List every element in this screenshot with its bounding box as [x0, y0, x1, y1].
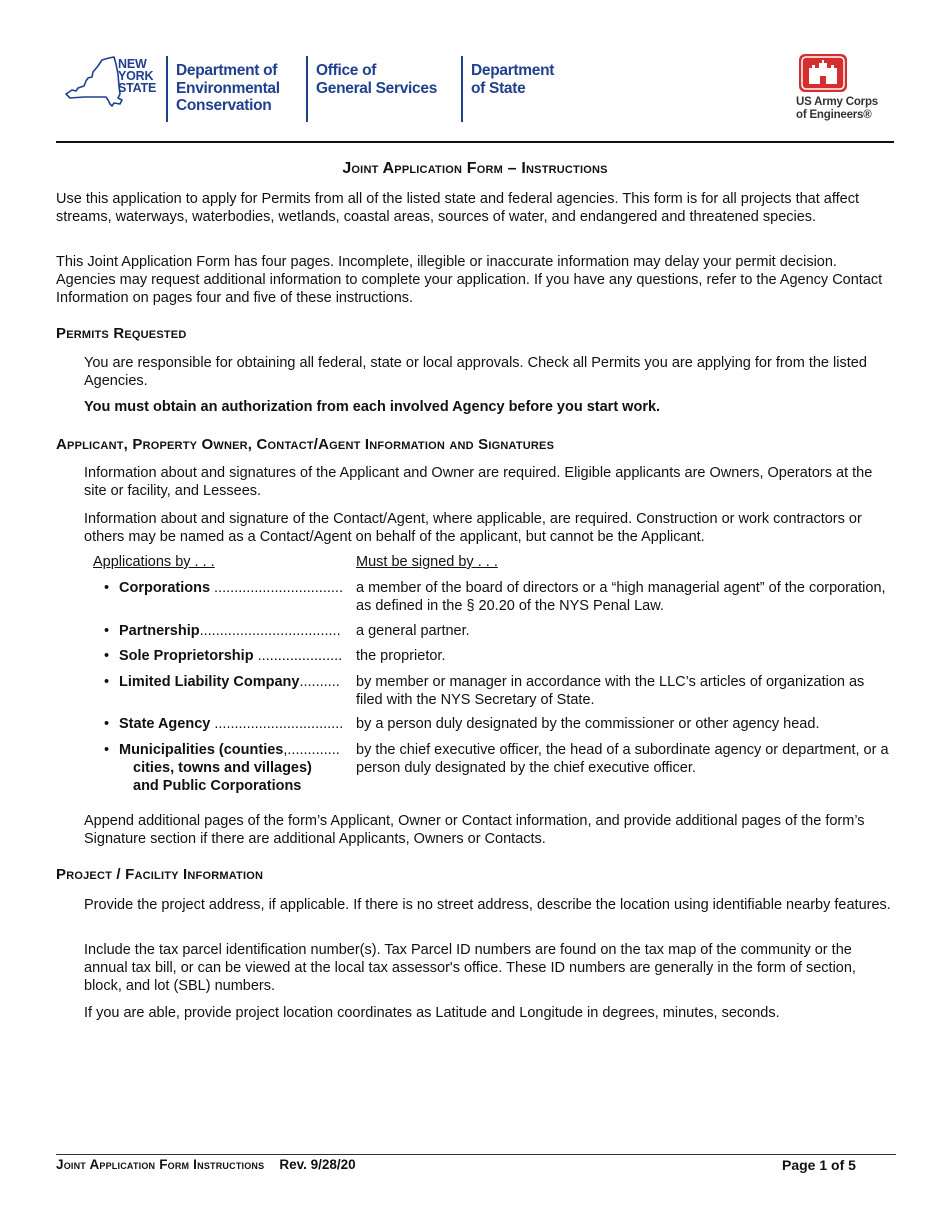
agency-line: Department of	[176, 62, 278, 79]
intro-paragraph: This Joint Application Form has four pages. Incomplete, illegible or inaccurate information may delay your permit decision. Agencies may request additional information to complete your application. If you have any questions, refer to the Agency Contact Information on pages four and five of these instructions.	[56, 254, 883, 306]
agency-header	[56, 48, 894, 138]
section-heading-applicant: Applicant, Property Owner, Contact/Agent Information and Signatures	[56, 436, 555, 453]
intro-paragraph: Use this application to apply for Permits from all of the listed state and federal agencies. This form is for all projects that affect streams, waterways, waterbodies, wetlands, coastal areas, sources of water, and endangered and threatened species.	[56, 191, 859, 225]
section-heading-project: Project / Facility Information	[56, 866, 264, 883]
bullet-icon: •	[104, 580, 110, 596]
usace-castle-icon	[799, 54, 847, 92]
header-rule	[56, 141, 894, 143]
agency-line: of State	[471, 79, 526, 97]
header-divider	[166, 56, 168, 122]
wordmark-line: US Army Corps	[796, 96, 878, 108]
agency-line: General Services	[316, 79, 438, 97]
applicant-type-continued: cities, towns and villages)	[133, 760, 312, 776]
footer-form-title	[56, 1157, 356, 1172]
footer-rule	[56, 1154, 896, 1155]
wordmark-line: NEW	[118, 57, 147, 71]
wordmark-line: of Engineers®	[796, 108, 872, 121]
applicant-type: Sole Proprietorship .....................	[119, 648, 343, 664]
signatory-row	[104, 741, 894, 795]
signatory-requirement: by the chief executive officer, the head of a subordinate agency or department, or a person duly designated by the chief executive officer.	[356, 742, 889, 776]
signatory-requirement: by member or manager in accordance with the LLC’s articles of organization as filed with the NYS Secretary of State.	[356, 674, 865, 708]
new-york-state-map-logo	[62, 54, 124, 110]
wordmark-line: STATE	[118, 81, 157, 95]
applicant-type: Partnership...................................	[119, 623, 341, 639]
permits-paragraph: You are responsible for obtaining all federal, state or local approvals. Check all Permits you are applying for from the listed Agencies.	[84, 355, 867, 389]
signatory-requirement: a member of the board of directors or a “high managerial agent” of the corporation, as defined in the § 20.20 of the NYS Penal Law.	[356, 580, 886, 614]
usace-wordmark	[796, 96, 878, 121]
column-header-applications: Applications by . . .	[93, 554, 215, 570]
page-number: Page 1 of 5	[782, 1157, 856, 1173]
applicant-type: State Agency ................................	[119, 716, 344, 732]
agency-line: Environmental	[176, 79, 280, 97]
applicant-paragraph: Information about and signature of the Contact/Agent, where applicable, are required. Construction or work contractors or others may be named as a Contact/Agent on behalf of the applicant, but cannot be the Applicant.	[84, 511, 862, 545]
signatory-row	[104, 673, 894, 709]
bullet-icon: •	[104, 742, 110, 758]
signatory-row	[104, 647, 894, 665]
applicant-type: Limited Liability Company..........	[119, 674, 340, 690]
footer-revision: Rev. 9/28/20	[279, 1157, 356, 1172]
agency-dec	[176, 62, 280, 115]
project-paragraph: If you are able, provide project location coordinates as Latitude and Longitude in degrees, minutes, seconds.	[84, 1005, 780, 1021]
agency-line: Conservation	[176, 97, 272, 114]
signatory-requirement: by a person duly designated by the commissioner or other agency head.	[356, 716, 820, 732]
signatory-row	[104, 622, 894, 640]
project-paragraph: Provide the project address, if applicable. If there is no street address, describe the location using identifiable nearby features.	[84, 897, 891, 913]
wordmark-line: YORK	[118, 69, 154, 83]
header-divider	[461, 56, 463, 122]
agency-line: Office of	[316, 62, 377, 79]
applicant-type: Municipalities (counties,.............	[119, 742, 340, 758]
applicant-type-continued: and Public Corporations	[133, 778, 302, 794]
footer-title-text: Joint Application Form Instructions	[56, 1157, 265, 1172]
bullet-icon: •	[104, 648, 110, 664]
applicant-type: Corporations ................................	[119, 580, 343, 596]
permits-bold-notice: You must obtain an authorization from each involved Agency before you start work.	[84, 399, 661, 415]
signatory-requirement: a general partner.	[356, 623, 470, 639]
signatory-row	[104, 579, 894, 615]
bullet-icon: •	[104, 623, 110, 639]
applicant-paragraph: Information about and signatures of the Applicant and Owner are required. Eligible applicants are Owners, Operators at the site or facility, and Lessees.	[84, 465, 873, 499]
page-title: Joint Application Form – Instructions	[342, 160, 608, 177]
column-header-signed: Must be signed by . . .	[356, 554, 498, 570]
new-york-state-wordmark	[118, 58, 156, 94]
applicant-paragraph: Append additional pages of the form’s Applicant, Owner or Contact information, and provide additional pages of the form’s Signature section if there are additional Applicants, Owners or Contacts.	[84, 813, 865, 847]
agency-dos	[471, 62, 554, 97]
project-paragraph: Include the tax parcel identification number(s). Tax Parcel ID numbers are found on the tax map of the community or the annual tax bill, or can be viewed at the local tax assessor's office. These ID numbers are generally in the form of section, block, and lot (SBL) numbers.	[84, 942, 856, 994]
bullet-icon: •	[104, 716, 110, 732]
signatory-requirement: the proprietor.	[356, 648, 446, 664]
agency-line: Department	[471, 62, 555, 79]
signatory-row	[104, 715, 894, 733]
section-heading-permits: Permits Requested	[56, 325, 187, 342]
agency-ogs	[316, 62, 437, 97]
bullet-icon: •	[104, 674, 110, 690]
header-divider	[306, 56, 308, 122]
